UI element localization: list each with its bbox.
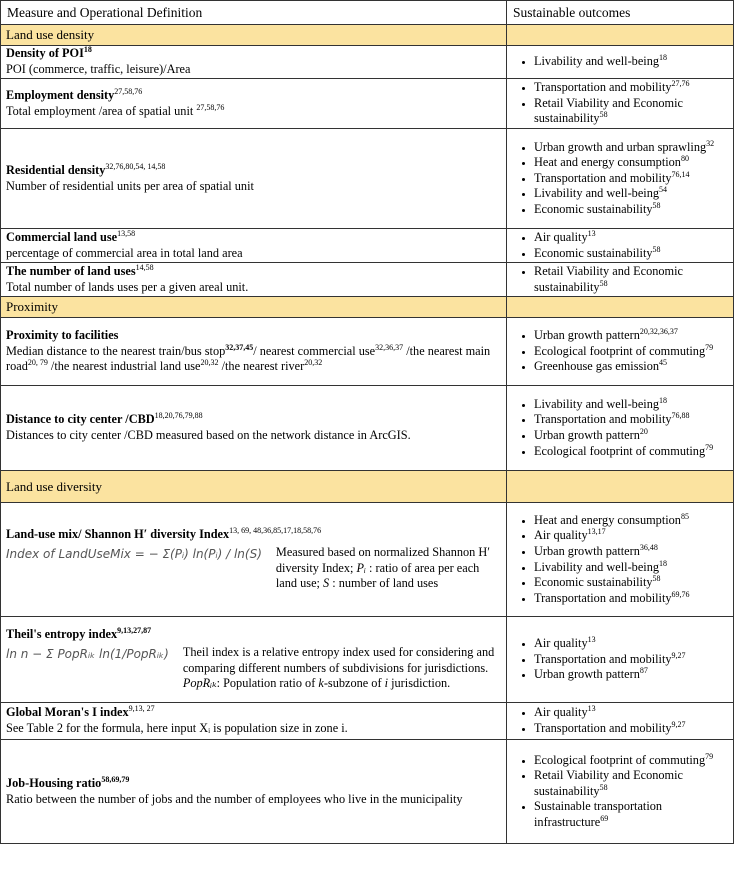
outcome-text: Transportation and mobility	[534, 170, 672, 185]
outcome-text: Ecological footprint of commuting	[534, 752, 706, 767]
outcome-list	[512, 328, 728, 375]
ref-sup: 27,76	[671, 79, 690, 89]
measure-def: POI (commerce, traffic, leisure)/Area	[6, 62, 191, 76]
measure-def: Ratio between the number of jobs and the number of employees who live in the municipality	[6, 791, 463, 806]
table-row	[1, 129, 734, 229]
section-row	[1, 25, 734, 46]
table-row	[1, 263, 734, 297]
measure-def: Theil index is a relative entropy index used for considering and comparing different numbers of subdivisions for jurisdictions. PopRᵢₖ: Population ratio of k-subzone of i jurisdiction.	[182, 644, 495, 691]
ref-sup: 13	[587, 635, 596, 645]
measure-cell	[1, 703, 507, 740]
outcome-text: Economic sustainability	[534, 201, 653, 216]
section-title: Proximity	[1, 297, 507, 318]
outcome-item	[534, 444, 728, 460]
ref-sup: 14,58	[135, 262, 154, 272]
ref-sup: 18	[659, 53, 667, 63]
outcome-item	[534, 96, 728, 127]
measure-cell	[1, 386, 507, 471]
outcome-list	[512, 513, 728, 607]
ref-sup: 79	[705, 442, 714, 452]
outcome-item	[534, 397, 728, 413]
header-measure: Measure and Operational Definition	[1, 1, 507, 25]
outcome-text: Retail Viability and Economic sustainability	[534, 95, 683, 126]
measure-cell	[1, 229, 507, 263]
outcome-text: Transportation and mobility	[534, 651, 672, 666]
measure-def: /the nearest main road	[6, 343, 491, 374]
outcome-item	[534, 705, 728, 721]
ref-sup: 20,32	[304, 358, 323, 368]
outcome-text: Livability and well-being	[534, 396, 659, 411]
outcome-text: Economic sustainability	[534, 245, 653, 260]
ref-sup: 13,17	[587, 527, 606, 537]
measure-cell	[1, 263, 507, 297]
header-outcomes: Sustainable outcomes	[507, 1, 734, 25]
ref-sup: 13, 69, 48,36,85,17,18,58,76	[229, 526, 322, 536]
ref-sup: 9,27	[671, 719, 686, 729]
outcome-item	[534, 528, 728, 544]
measure-name: Theil's entropy index	[6, 627, 118, 642]
outcome-item	[534, 80, 728, 96]
measure-name: Distance to city center /CBD	[6, 412, 155, 427]
measure-def: Measured based on normalized Shannon H′ diversity Index; Pᵢ : ratio of area per each land use; S : number of land uses	[275, 544, 490, 591]
measure-cell	[1, 129, 507, 229]
outcome-item	[534, 753, 728, 769]
table-row	[1, 703, 734, 740]
outcome-item	[534, 359, 728, 375]
outcome-list	[512, 230, 728, 261]
outcome-text: Urban growth pattern	[534, 667, 640, 682]
outcome-item	[534, 264, 728, 295]
outcome-item	[534, 202, 728, 218]
ref-sup: 76,14	[671, 169, 690, 179]
table-row	[1, 79, 734, 129]
outcome-item	[534, 560, 728, 576]
outcome-item	[534, 544, 728, 560]
ref-sup: 58,69,79	[101, 774, 130, 784]
measure-def: Number of residential units per area of spatial unit	[6, 178, 254, 193]
outcomes-cell	[507, 386, 734, 471]
ref-sup: 20, 79	[27, 358, 48, 368]
outcome-item	[534, 328, 728, 344]
outcome-list	[512, 140, 728, 218]
ref-sup: 69,76	[671, 589, 690, 599]
outcome-text: Ecological footprint of commuting	[534, 443, 706, 458]
outcome-text: Ecological footprint of commuting	[534, 343, 706, 358]
ref-sup: 27,58,76	[114, 86, 143, 96]
outcome-item	[534, 636, 728, 652]
outcomes-cell	[507, 129, 734, 229]
table-row	[1, 229, 734, 263]
measure-def: Median distance to the nearest train/bus stop	[6, 343, 226, 358]
measure-name: Density of POI	[6, 46, 84, 61]
measure-def: /the nearest industrial land use	[47, 359, 201, 374]
header-row	[1, 1, 734, 25]
outcome-text: Livability and well-being	[534, 559, 659, 574]
outcome-list	[512, 80, 728, 127]
ref-sup: 18	[659, 395, 667, 405]
ref-sup: 20	[639, 426, 648, 436]
outcome-text: Transportation and mobility	[534, 721, 672, 735]
outcome-item	[534, 246, 728, 262]
ref-sup: 58	[599, 782, 608, 792]
ref-sup: 36,48	[639, 542, 658, 552]
measure-def: /the nearest river	[218, 359, 305, 374]
outcomes-cell	[507, 503, 734, 617]
measure-cell	[1, 46, 507, 79]
outcome-list	[512, 753, 728, 831]
ref-sup: 18,20,76,79,88	[154, 411, 203, 421]
outcome-item	[534, 344, 728, 360]
outcome-text: Transportation and mobility	[534, 590, 672, 605]
outcomes-cell	[507, 617, 734, 703]
outcome-item	[534, 652, 728, 668]
outcome-text: Air quality	[534, 229, 588, 244]
measure-def: Total number of lands uses per a given areal unit.	[6, 279, 249, 294]
outcome-text: Retail Viability and Economic sustainability	[534, 263, 683, 294]
outcome-text: Transportation and mobility	[534, 80, 672, 95]
outcome-text: Urban growth pattern	[534, 543, 640, 558]
measure-cell	[1, 740, 507, 844]
ref-sup: 69	[600, 813, 609, 823]
table-row	[1, 617, 734, 703]
outcome-text: Retail Viability and Economic sustainability	[534, 768, 683, 798]
table-row	[1, 386, 734, 471]
outcome-text: Heat and energy consumption	[534, 512, 681, 527]
outcome-text: Livability and well-being	[534, 54, 659, 69]
formula-image: Index of LandUseMix = − Σ(Pᵢ) ln(Pᵢ) / ln(S)	[6, 546, 262, 561]
measure-def: Distances to city center /CBD measured based on the network distance in ArcGIS.	[6, 428, 411, 442]
measure-def: / nearest commercial use	[253, 343, 376, 358]
outcome-list	[512, 636, 728, 683]
table-row	[1, 318, 734, 386]
outcome-text: Urban growth pattern	[534, 328, 640, 343]
measure-name: Land-use mix/ Shannon H′ diversity Index	[6, 527, 230, 542]
section-row	[1, 297, 734, 318]
measure-name: Job-Housing ratio	[6, 775, 102, 790]
measure-def: Total employment /area of spatial unit	[6, 103, 197, 118]
outcome-item	[534, 155, 728, 171]
ref-sup: 9,13, 27	[128, 704, 155, 714]
outcome-text: Air quality	[534, 705, 588, 720]
ref-sup: 58	[652, 200, 661, 210]
outcome-item	[534, 575, 728, 591]
outcome-text: Transportation and mobility	[534, 412, 672, 427]
outcomes-cell	[507, 740, 734, 844]
outcome-item	[534, 54, 728, 70]
outcome-text: Urban growth and urban sprawling	[534, 139, 707, 154]
measure-name: Employment density	[6, 87, 115, 102]
ref-sup: 45	[659, 358, 667, 368]
outcome-text: Heat and energy consumption	[534, 155, 681, 170]
measure-name: The number of land uses	[6, 263, 136, 278]
ref-sup: 13	[587, 704, 596, 714]
ref-sup: 20,32	[200, 358, 219, 368]
measure-def: percentage of commercial area in total land area	[6, 245, 243, 260]
ref-sup: 76,88	[671, 411, 690, 421]
measure-cell	[1, 503, 507, 617]
outcomes-cell	[507, 79, 734, 129]
outcome-item	[534, 721, 728, 737]
table-row	[1, 740, 734, 844]
table-row	[1, 503, 734, 617]
outcomes-cell	[507, 263, 734, 297]
outcome-list	[512, 264, 728, 295]
outcomes-cell	[507, 703, 734, 740]
outcome-text: Air quality	[534, 528, 588, 543]
ref-sup: 9,13,27,87	[117, 626, 152, 636]
outcome-item	[534, 428, 728, 444]
measure-cell	[1, 79, 507, 129]
ref-sup: 18	[659, 558, 667, 568]
outcome-list	[512, 705, 728, 736]
ref-sup: 85	[680, 511, 689, 521]
ref-sup: 13,58	[117, 228, 136, 238]
measure-name: Commercial land use	[6, 229, 118, 244]
ref-sup: 58	[652, 574, 661, 583]
outcomes-cell	[507, 229, 734, 263]
outcome-item	[534, 667, 728, 683]
measure-cell	[1, 318, 507, 386]
ref-sup: 87	[639, 666, 648, 676]
ref-sup: 58	[652, 244, 661, 254]
ref-sup: 54	[659, 185, 667, 195]
measure-name: Proximity to facilities	[6, 328, 119, 343]
outcomes-cell	[507, 318, 734, 386]
measure-name: Global Moran's I index	[6, 705, 129, 720]
ref-sup: 32,76,80,54, 14,58	[105, 161, 166, 171]
measure-name: Residential density	[6, 162, 106, 177]
outcome-list	[512, 397, 728, 459]
outcome-item	[534, 591, 728, 607]
outcome-item	[534, 186, 728, 202]
ref-sup: 80	[680, 154, 689, 164]
outcome-item	[534, 513, 728, 529]
ref-sup: 58	[599, 278, 608, 288]
ref-sup: 79	[705, 342, 714, 352]
outcome-item	[534, 412, 728, 428]
ref-sup: 32,36,37	[375, 342, 404, 352]
outcome-text: Livability and well-being	[534, 186, 659, 201]
ref-sup: 27,58,76	[196, 102, 225, 112]
outcome-item	[534, 799, 728, 830]
outcomes-cell	[507, 46, 734, 79]
measure-def: See Table 2 for the formula, here input Xᵢ is population size in zone i.	[6, 721, 348, 735]
outcome-item	[534, 171, 728, 187]
ref-sup: 58	[599, 110, 608, 120]
section-row	[1, 471, 734, 503]
formula-image: ln n − Σ PopRᵢₖ ln(1/PopRᵢₖ)	[6, 646, 169, 661]
outcome-item	[534, 140, 728, 156]
outcome-text: Greenhouse gas emission	[534, 359, 659, 374]
outcome-text: Air quality	[534, 636, 588, 651]
ref-sup: 79	[705, 751, 714, 761]
outcome-text: Urban growth pattern	[534, 428, 640, 442]
ref-sup: 18	[83, 45, 92, 55]
measure-cell	[1, 617, 507, 703]
outcome-text: Economic sustainability	[534, 575, 653, 590]
outcome-item	[534, 230, 728, 246]
outcome-item	[534, 768, 728, 799]
ref-sup: 32,37,45	[225, 342, 254, 352]
table-row	[1, 46, 734, 79]
ref-sup: 13	[587, 228, 596, 238]
outcome-list	[512, 54, 728, 70]
section-title: Land use diversity	[1, 471, 507, 503]
ref-sup: 20,32,36,37	[639, 327, 678, 337]
outcome-text: Sustainable transportation infrastructure	[534, 799, 663, 829]
ref-sup: 9,27	[671, 650, 686, 660]
ref-sup: 32	[706, 138, 715, 148]
section-title: Land use density	[1, 25, 507, 46]
